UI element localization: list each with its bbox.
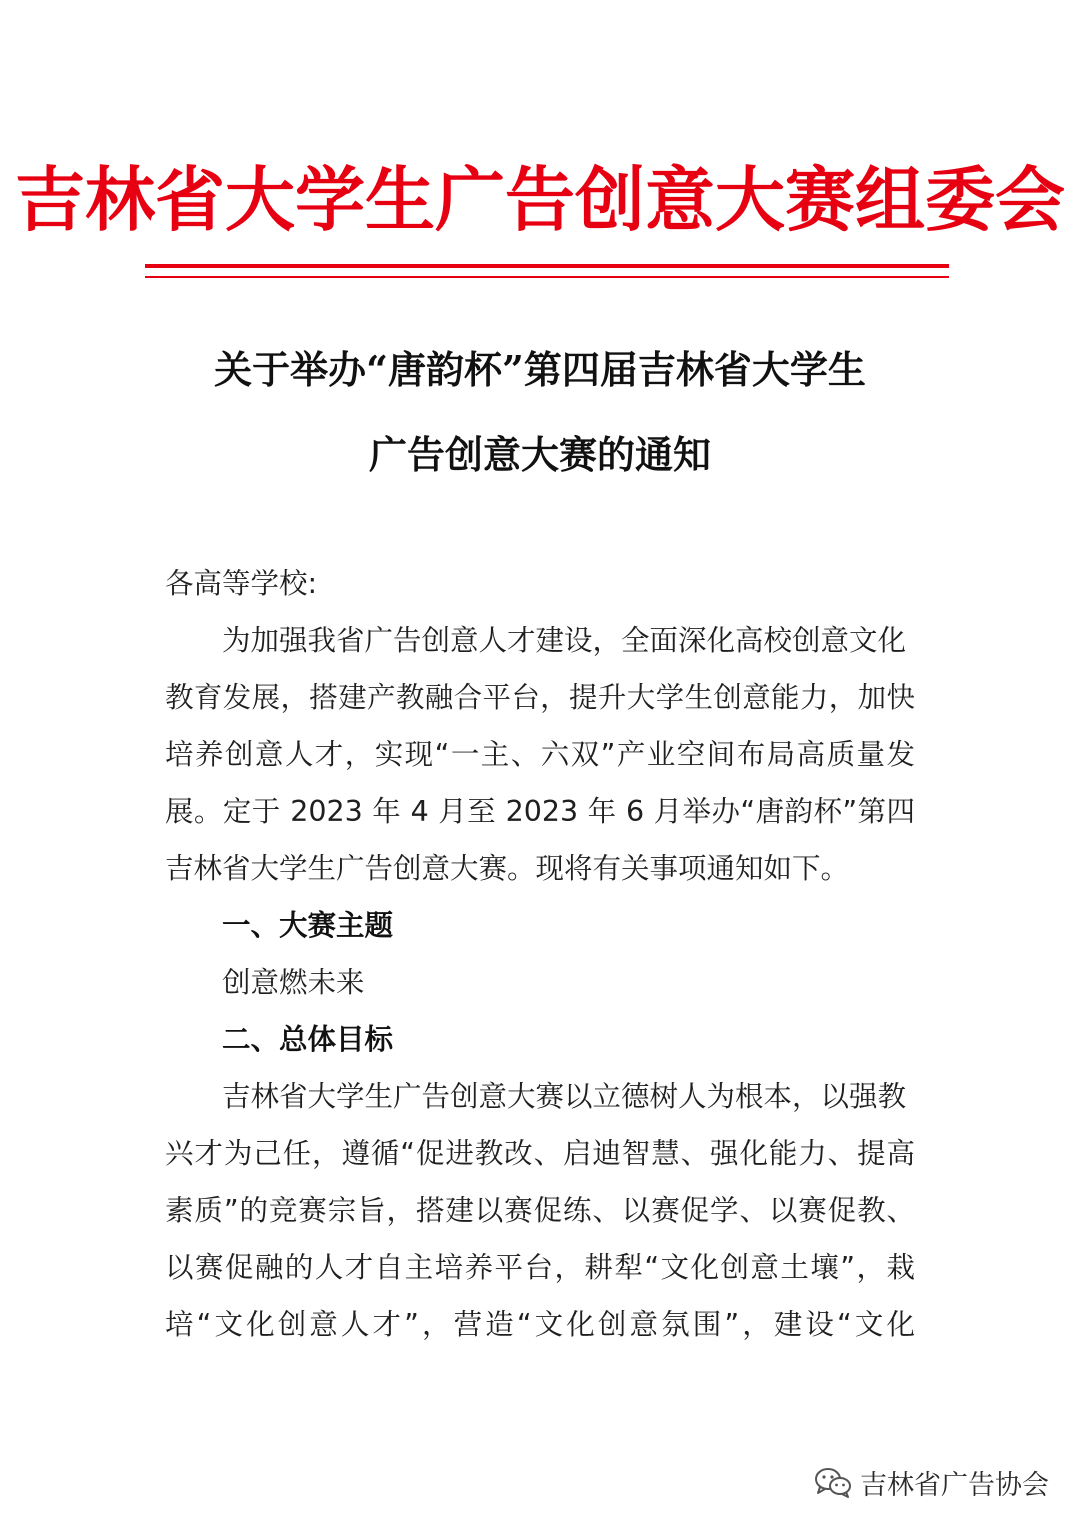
paragraph-1-line: 为加强我省广告创意人才建设，全面深化高校创意文化 <box>222 624 907 657</box>
header-rule-thick <box>145 264 949 268</box>
document-body <box>165 555 915 1353</box>
section-2-heading: 二、总体目标 <box>222 1023 394 1056</box>
wechat-icon <box>814 1466 852 1498</box>
salutation: 各高等学校: <box>165 567 318 600</box>
paragraph-1-line: 培养创意人才，实现“一主、六双”产业空间布局高质量发 <box>165 738 915 771</box>
paragraph-1-line: 展。定于 2023 年 4 月至 2023 年 6 月举办“唐韵杯”第四 <box>165 795 915 828</box>
document-title-line-2: 广告创意大赛的通知 <box>368 432 711 477</box>
paragraph-2-line: 素质”的竞赛宗旨，搭建以赛促练、以赛促学、以赛促教、 <box>165 1194 915 1227</box>
paragraph-1-line: 教育发展，搭建产教融合平台，提升大学生创意能力，加快 <box>165 681 915 714</box>
watermark <box>814 1462 1049 1502</box>
document-title-line-1: 关于举办“唐韵杯”第四届吉林省大学生 <box>214 347 866 392</box>
watermark-text: 吉林省广告协会 <box>860 1469 1049 1501</box>
organization-header: 吉林省大学生广告创意大赛组委会 <box>15 158 1065 241</box>
section-1-heading: 一、大赛主题 <box>222 909 394 942</box>
section-1-text: 创意燃未来 <box>222 966 365 999</box>
paragraph-2-line: 以赛促融的人才自主培养平台，耕犁“文化创意土壤”，栽 <box>165 1251 915 1284</box>
paragraph-2-line: 兴才为己任，遵循“促进教改、启迪智慧、强化能力、提高 <box>165 1137 915 1170</box>
paragraph-1-line: 吉林省大学生广告创意大赛。现将有关事项通知如下。 <box>165 852 850 885</box>
header-rule-thin <box>145 276 949 278</box>
paragraph-2-line: 吉林省大学生广告创意大赛以立德树人为根本，以强教 <box>222 1080 907 1113</box>
paragraph-2-line: 培“文化创意人才”，营造“文化创意氛围”，建设“文化 <box>165 1308 915 1341</box>
